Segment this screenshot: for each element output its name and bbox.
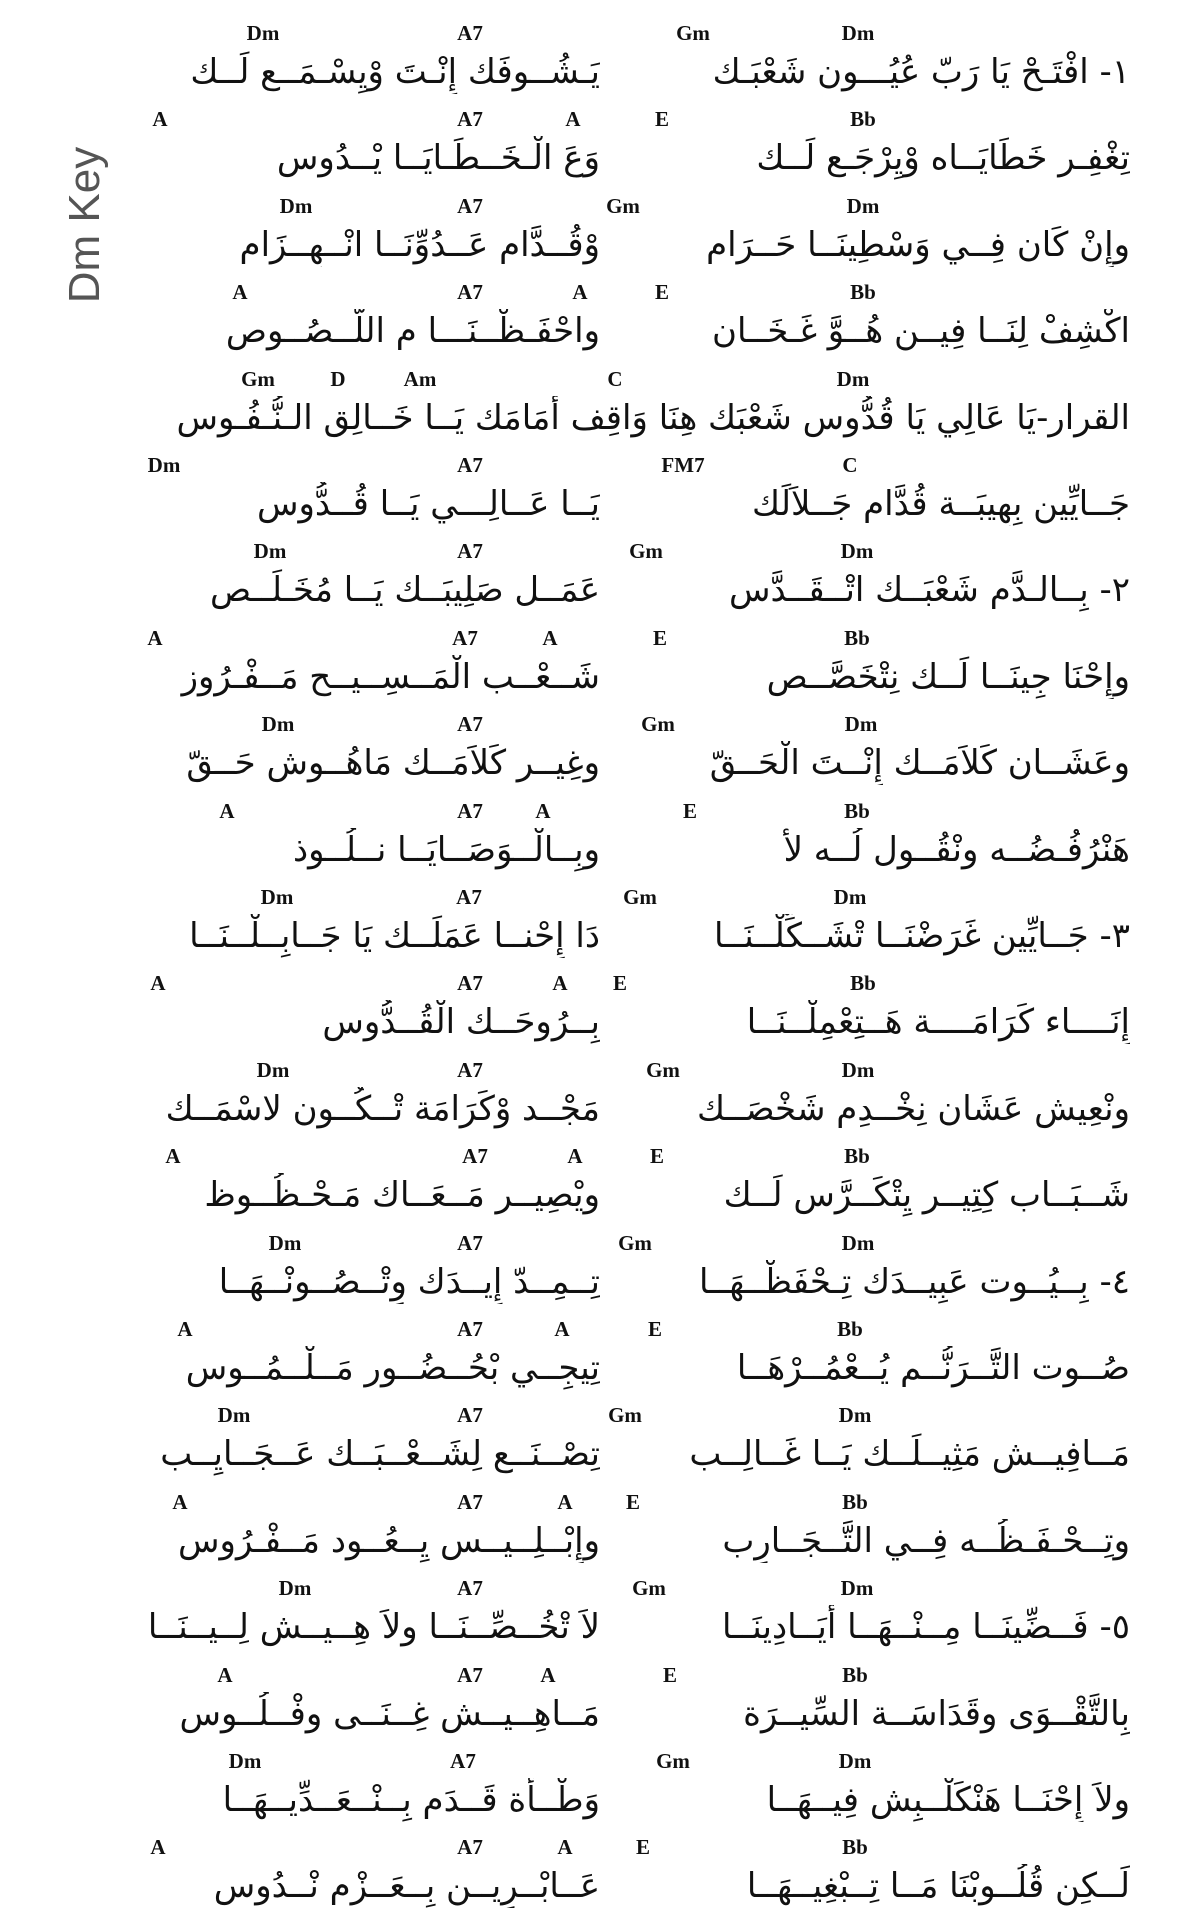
chord-label: E [635,1835,651,1860]
chord-label: Gm [629,539,663,564]
chord-label: A7 [457,193,483,218]
key-label: Dm Key [60,146,109,304]
chord-label: Gm [632,1576,666,1601]
chord-label: A [217,1662,233,1687]
chord-label: Dm [260,885,294,909]
chord-label: Gm [641,712,675,737]
chord-label: Dm [838,1749,872,1773]
lyric-left-half: دَا إِحْنــا عَمَلَــك يَا جَــابِــلْــنَــا [189,916,600,956]
chord-label: A7 [457,1835,483,1860]
lyric-right-half: ولاَ إِحْنَــا هَنْكَلْــبِش فِيــهَــا [766,1780,1130,1820]
song-line [130,1491,1130,1577]
chord-label: A [177,1317,193,1341]
lyric-right-half: اكْشِفْ لِنَــا فِيــن هُــوَّ غَـخَــان [712,311,1130,352]
chord-label: A7 [457,798,483,823]
song-line [130,1232,1130,1318]
song-line [130,1836,1130,1922]
chorus-lyric: القرار-يَا عَالِي يَا قُدُّوس شَعْبَك هِنَا وَاقِف أَمَامَك يَــا خَــالِق الـنُّـفُـوس [176,397,1130,438]
chord-label: Dm [246,21,280,45]
chord-label: Dm [261,712,295,737]
chord-label: D [330,366,346,391]
song-line [130,454,1130,540]
lyric-left-half: لاَ تْخُــصِّــنَــا ولاَ هِــيــش لِــيــنَــا [147,1607,600,1648]
lyric-left-half: ويْصِيــر مَــعَــاك مَـحْـظُــوظ [204,1175,600,1216]
lyric-right-half: صُــوت التَّــرَنُّــم يُــعْمُــرْهَــا [736,1348,1130,1388]
lyric-right-half: إِنَــــاء كَرَامَــــة هَــتِعْمِلْــنَــا [746,1002,1130,1043]
chord-label: A7 [457,1317,483,1341]
chord-label: A [554,1317,570,1341]
chord-label: A [535,798,551,823]
song-line [130,281,1130,367]
lyric-right-half: ٤- بِــيُــوت عَبِيــدَك تِـحْفَظْــهَــا [698,1261,1130,1302]
chord-label: A7 [457,1576,483,1601]
chord-label: Gm [646,1057,680,1082]
chord-label: A7 [456,885,482,909]
song-line [130,195,1130,281]
lyric-right-half: وإِحْنَا جِينَــا لَــك نِتْخَصَّــص [766,656,1130,697]
chord-label: A7 [457,1662,483,1687]
chord-label: A7 [452,625,478,650]
chord-label: A [557,1489,573,1514]
lyric-right-half: وإِنْ كَان فِــي وَسْطِينَــا حَــرَام [706,224,1130,265]
chord-label: A7 [457,1230,483,1255]
chord-label: A [165,1144,181,1169]
chord-label: E [654,107,670,132]
lyric-left-half: تِــمِــدّ إِيــدَك وِتْــصُــونْــهَــا [218,1261,600,1302]
chord-label: Dm [253,539,287,564]
song-line [130,368,1130,454]
song-line [130,540,1130,626]
chord-label: A7 [457,1057,483,1082]
chord-label: A [565,107,581,132]
chord-label: A [542,625,558,650]
lyric-right-half: ٥- فَــضِّينَــا مِــنْــهَــا أَيَــادِينَــا [721,1607,1130,1648]
chord-label: Dm [841,1057,875,1082]
song-line [130,1318,1130,1404]
song-line [130,1404,1130,1490]
lyric-left-half: وْقُــدَّام عَــدُوِّنَــا انْــهِــزَام [239,224,600,265]
lyric-left-half: شَــعْــب الْمَــسِــيــح مَــفْـرُوز [181,656,600,697]
chord-label: A [219,798,235,823]
song-line [130,627,1130,713]
lyric-right-half: شَــبَــاب كِتِيــر يِتْكَــرَّس لَــك [723,1175,1130,1216]
lyric-left-half: يَـشُــوفَك إِنْـتَ وْيِسْـمَــع لَــك [190,52,600,92]
lyric-right-half: مَــافِيــش مَثِيــلَــك يَــا غَــالِــب [689,1434,1130,1475]
chord-label: A7 [462,1144,488,1169]
lyric-right-half: لَــكِن قُلُــوبْنَا مَــا تِــبْغِيــهَــا [746,1866,1130,1907]
chord-label: Dm [147,453,181,477]
chord-label: C [842,453,858,477]
chord-label: Dm [836,366,870,391]
chord-label: A [172,1489,188,1514]
song-line [130,22,1130,108]
song-line [130,1750,1130,1836]
lyric-right-half: ٢- بِــالـدَّم شَعْبَــك اتْــقَــدَّس [729,570,1130,611]
chord-label: Gm [623,885,657,909]
lyric-left-half: مَــاهِــيــش غِــنَــى وفْــلُــوس [179,1693,600,1734]
lyric-right-half: بِالتَّقْــوَى وقَدَاسَــة السِّيــرَة [743,1693,1130,1734]
lyric-right-half: هَنْرُفُـضُــه ونْقُــول لُــه لأ [783,829,1130,870]
chord-label: A7 [457,712,483,737]
chord-label: Bb [842,1489,868,1514]
chord-label: Dm [217,1403,251,1428]
chord-label: A [540,1662,556,1687]
chord-label: FM7 [661,453,705,477]
chord-label: C [607,366,623,391]
chord-label: Dm [838,1403,872,1428]
chord-label: E [625,1489,641,1514]
lyric-left-half: مَجْــد وْكَرَامَة تْــكُــون لاسْمَــك [165,1088,600,1129]
chord-label: Am [403,366,437,391]
song-line [130,800,1130,886]
chord-label: Bb [837,1317,863,1341]
chord-label: A7 [457,1489,483,1514]
chord-label: E [654,280,670,305]
lyric-left-half: عَمَــل صَلِيبَــك يَــا مُخَـلِّــص [210,570,600,611]
song-line [130,886,1130,972]
chord-label: E [612,971,628,996]
chord-label: Gm [608,1403,642,1428]
chord-label: E [652,625,668,650]
chord-label: A [150,1835,166,1860]
chord-label: A [552,971,568,996]
song-line [130,1664,1130,1750]
chord-label: A7 [457,453,483,477]
lyric-left-half: وبِــالْــوَصَــايَــا نــلُــوذ [293,829,600,870]
song-line [130,713,1130,799]
song-line [130,972,1130,1058]
chord-label: A7 [457,539,483,564]
chord-label: E [649,1144,665,1169]
chord-label: A [557,1835,573,1860]
chord-label: Dm [228,1749,262,1773]
lyric-right-half: ١- افْتَـحْ يَا رَبّ عُيُـــون شَعْبَـك [712,52,1130,92]
chord-label: A [150,971,166,996]
lyric-right-half: وعَشَــان كَلاَمَــك إِنْــتَ الْحَــقّ [709,743,1130,784]
chord-label: E [662,1662,678,1687]
lyric-left-half: بِــرُوحَــك الْقُــدُّوس [322,1002,600,1043]
chord-label: A [232,280,248,305]
lyric-left-half: واحْفَـظْــنَـــا م اللُّــصُــوص [225,311,600,352]
lyric-right-half: تِغْفِـر خَطَايَــاه وْيِرْجَـع لَــك [756,138,1130,179]
chord-label: Dm [841,1230,875,1255]
chord-label: Gm [656,1749,690,1773]
chord-label: Dm [841,21,875,45]
lyric-left-half: تِصْــنَــع لِشَــعْــبَــك عَــجَــايِــب [160,1434,600,1475]
chord-label: Dm [846,193,880,218]
chord-label: A7 [457,107,483,132]
chord-label: Gm [241,366,275,391]
lyric-left-half: وَطْــأَة قَــدَم بِــنْــعَــدِّيــهَــا [222,1780,600,1820]
lyric-left-half: وإِبْــلِــيــس يِــعُــود مَــفْـرُوس [178,1520,600,1561]
chord-label: A [152,107,168,132]
lyric-left-half: وغِيــر كَلاَمَــك مَاهُــوش حَــقّ [186,743,600,784]
chord-label: Bb [844,798,870,823]
song-line [130,1145,1130,1231]
chord-label: Bb [842,1662,868,1687]
lyric-left-half: تِيجِــي بْحُــضُــور مَــلْــمُــوس [185,1348,600,1388]
chord-label: Bb [842,1835,868,1860]
chord-label: A7 [457,1403,483,1428]
chord-label: A7 [457,280,483,305]
chord-label: E [647,1317,663,1341]
chord-label: A [147,625,163,650]
chord-label: Dm [268,1230,302,1255]
chord-label: Bb [844,1144,870,1169]
chord-label: Dm [833,885,867,909]
chord-label: Dm [279,193,313,218]
chord-label: A7 [457,21,483,45]
song-line [130,108,1130,194]
lyric-right-half: ونْعِيش عَشَان نِخْــدِم شَخْصَــك [697,1088,1130,1129]
chord-label: Dm [278,1576,312,1601]
chord-label: A [572,280,588,305]
chord-label: A7 [457,971,483,996]
lyric-right-half: وتِــحْـفَـظُــه فِــي التَّــجَــارِب [722,1520,1130,1561]
lyric-left-half: يَــا عَــالِـــي يَــا قُــدُّوس [256,484,600,524]
chord-label: Dm [256,1057,290,1082]
chord-label: Bb [844,625,870,650]
chord-label: A [567,1144,583,1169]
lyric-right-half: جَــايِّين بِهِيبَــة قُدَّام جَــلاَلَك [752,484,1130,524]
chord-label: Gm [606,193,640,218]
song-line [130,1577,1130,1663]
chord-label: A7 [450,1749,476,1773]
chord-label: Dm [840,539,874,564]
chord-label: Dm [840,1576,874,1601]
lyric-left-half: وَعَ الْـخَــطَـايَــا يْــدُوس [276,138,600,179]
song-line [130,1059,1130,1145]
lyric-right-half: ٣- جَــايِّين غَرَضْنَــا تْشَــكِّلْــنَــا [713,916,1130,956]
chord-label: Gm [618,1230,652,1255]
lyrics-sheet [130,21,1130,1907]
chord-label: Bb [850,107,876,132]
chord-label: Bb [850,971,876,996]
chord-label: E [682,798,698,823]
chord-label: Gm [676,21,710,45]
lyric-left-half: عَــابْــرِيــن بِــعَــزْم نْــدُوس [213,1866,600,1907]
chord-label: Bb [850,280,876,305]
chord-label: Dm [844,712,878,737]
